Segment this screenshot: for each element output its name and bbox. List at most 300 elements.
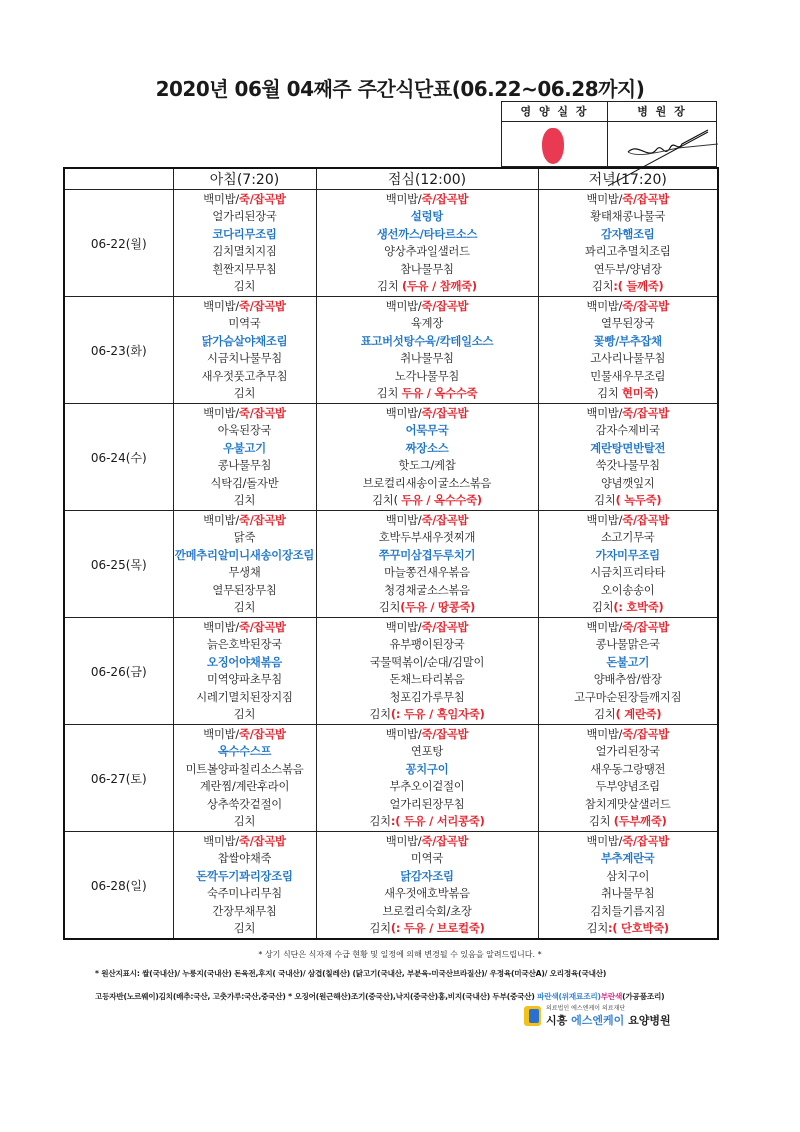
menu-item [317, 333, 538, 351]
lunch-cell [316, 511, 538, 618]
menu-item [174, 315, 316, 333]
logo-name-brand: 에스엔케이 [571, 1014, 625, 1027]
approval-header-director: 병 원 장 [608, 102, 716, 122]
menu-item [539, 226, 718, 244]
dish-text: 취나물무침 [400, 352, 454, 365]
porridge-option: 죽/잡곡밥 [238, 192, 286, 206]
dish-text: 연포탕 [410, 745, 444, 758]
dish-text: 상추쑥갓겉절이 [207, 797, 282, 811]
main-dish: 표고버섯탕수육/칵테일소스 [360, 334, 494, 348]
origin-blue-legend: 파란색(위재료조리) [537, 992, 601, 1001]
header-lunch: 점심(12:00) [316, 168, 538, 190]
menu-item [317, 868, 538, 886]
dish-text: 연두부/양념장 [593, 262, 662, 276]
menu-item [317, 243, 538, 261]
dish-text: 열무된장무침 [212, 583, 277, 597]
dish-text: 김치 [594, 708, 616, 721]
dish-text: 돈채느타리볶음 [389, 673, 465, 686]
day-row [64, 404, 718, 511]
porridge-option: (: 호박죽) [613, 601, 664, 614]
dinner-cell [538, 297, 718, 404]
porridge-option: 죽/잡곡밥 [421, 834, 469, 848]
dish-text: 무생채 [228, 566, 261, 579]
menu-item [539, 850, 718, 868]
menu-item [174, 529, 316, 547]
menu-item [539, 813, 718, 831]
dish-text: 꽈리고추멸치조림 [584, 245, 671, 258]
approval-signature-cell [608, 122, 716, 166]
porridge-option: 두유 / 옥수수죽) [401, 494, 482, 507]
porridge-option: 죽/잡곡밥 [238, 727, 286, 741]
menu-item [317, 457, 538, 475]
menu-item [539, 706, 718, 724]
menu-item [317, 529, 538, 547]
dish-text: 청포김가루무침 [389, 690, 465, 704]
porridge-option: (두유 / 땅콩죽) [400, 601, 476, 614]
menu-item [539, 582, 718, 600]
porridge-option: (두유 / 참깨죽) [401, 280, 477, 293]
dish-text: 두부양념조림 [595, 780, 660, 793]
menu-item [174, 599, 316, 617]
dish-text: 미트볼양파칠리소스볶음 [185, 762, 304, 776]
menu-item [317, 261, 538, 279]
menu-item [174, 405, 316, 423]
menu-item [539, 350, 718, 368]
main-dish: 닭가슴살야채조림 [201, 334, 288, 348]
dish-text: 백미밥/ [203, 513, 239, 527]
menu-item [317, 385, 538, 403]
dish-text: 백미밥/ [203, 406, 239, 420]
menu-item [539, 778, 718, 796]
main-dish: 꽁치구이 [405, 762, 449, 776]
table-header-row [64, 168, 718, 190]
main-dish: 돈불고기 [606, 655, 650, 669]
dish-text: 김치 [586, 922, 609, 935]
dish-text: 백미밥/ [203, 834, 239, 848]
menu-item [174, 920, 316, 938]
menu-item [317, 208, 538, 226]
breakfast-cell [173, 832, 316, 940]
change-notice: * 상기 식단은 식자재 수급 현황 및 일정에 의해 변경될 수 있음을 알려드립니다. * [258, 950, 542, 959]
dish-text: 백미밥/ [586, 192, 623, 206]
main-dish: 계란탕면반탈전 [590, 441, 666, 455]
header-breakfast: 아침(7:20) [173, 168, 316, 190]
origin-pink-legend: 부란색 [600, 992, 623, 1001]
dish-text: 새우젓애호박볶음 [384, 887, 470, 900]
breakfast-cell [173, 618, 316, 725]
dish-text: 김치 [233, 922, 256, 935]
dish-text: 백미밥/ [385, 192, 422, 206]
porridge-option: 죽/잡곡밥 [421, 620, 469, 634]
porridge-option: 두유 / 옥수수죽 [401, 387, 478, 400]
menu-item [317, 298, 538, 316]
menu-item [317, 850, 538, 868]
lunch-cell [316, 190, 538, 297]
menu-item [317, 636, 538, 654]
main-dish: 쭈꾸미삼겹두루치기 [378, 548, 476, 562]
dish-text: 양상추과일샐러드 [384, 245, 470, 258]
menu-item [174, 903, 316, 921]
menu-item [317, 726, 538, 744]
porridge-option: 죽/잡곡밥 [622, 834, 670, 848]
dish-text: 김치멸치지짐 [212, 245, 277, 258]
origin-label-line-1: * 원산지표시: 쌀(국내산)/ 누룽지(국내산) 돈육전,후지( 국내산)/ 삼겹(칠레산) (닭고기(국내산, 부분육-미국산브라질산)/ 우정육(미국산A)/ 오리정육(국내산) [95, 969, 607, 978]
dish-text: 김치 [376, 387, 402, 400]
dish-text: 김치들기름지짐 [590, 904, 666, 918]
menu-item [174, 457, 316, 475]
porridge-option: :( 단호박죽) [608, 922, 669, 935]
dish-text: 흰짠지무무침 [212, 262, 277, 276]
dish-text: 감자수제비국 [595, 424, 660, 437]
menu-item [174, 333, 316, 351]
menu-item [174, 813, 316, 831]
porridge-option: 죽/잡곡밥 [421, 299, 469, 313]
menu-item [317, 547, 538, 565]
menu-item [317, 761, 538, 779]
origin-end-text: (가공품조리) [622, 992, 665, 1001]
menu-item [317, 796, 538, 814]
day-date: 06-24(수) [64, 404, 173, 511]
menu-item [317, 743, 538, 761]
main-dish: 옥수수스프 [217, 745, 272, 758]
header-date [64, 168, 173, 190]
origin-text: 고등자반(노르웨이)김치(배추:국산, 고춧가루:국산,중국산) * 오징어(원근해산)조기(중국산),낙지(중국산)홍,비지(국내산) 두부(중국산) [95, 992, 538, 1001]
porridge-option: 죽/잡곡밥 [421, 406, 469, 420]
menu-item [174, 475, 316, 493]
dinner-cell [538, 725, 718, 832]
menu-item [174, 243, 316, 261]
dish-text: 콩나물무침 [217, 459, 272, 472]
menu-item [539, 512, 718, 530]
dish-text: 닭죽 [233, 531, 256, 544]
menu-item [539, 368, 718, 386]
menu-item [539, 903, 718, 921]
menu-item [539, 743, 718, 761]
menu-item [539, 440, 718, 458]
approval-stamp-cell [502, 122, 608, 166]
weekly-menu-table [63, 167, 719, 940]
dish-text: 김치 [233, 494, 256, 507]
dish-text: 백미밥/ [586, 620, 623, 634]
logo-foundation-name: 의료법인 에스엔케이 의료재단 [546, 1005, 626, 1012]
day-date: 06-22(월) [64, 190, 173, 297]
porridge-option: 죽/잡곡밥 [622, 727, 670, 741]
hospital-logo-icon [524, 1006, 541, 1026]
menu-item [317, 833, 538, 851]
menu-item [539, 208, 718, 226]
dish-text: 김치 [233, 601, 256, 614]
menu-item [174, 689, 316, 707]
menu-item [317, 689, 538, 707]
dish-text: 핫도그/케찹 [398, 459, 456, 472]
menu-item [317, 492, 538, 510]
dish-text: 김치 [233, 815, 256, 828]
dish-text: 김치 [594, 494, 616, 507]
menu-item [174, 278, 316, 296]
menu-item [539, 868, 718, 886]
dish-text: 김치 [233, 387, 256, 400]
dish-text: 백미밥/ [586, 834, 623, 848]
menu-item [539, 654, 718, 672]
main-dish: 설렁탕 [410, 210, 444, 223]
menu-item [539, 457, 718, 475]
menu-item [317, 885, 538, 903]
dish-text: 국물떡볶이/순대/김말이 [369, 655, 485, 669]
dish-text: 찹쌀야채죽 [217, 852, 272, 865]
menu-item [539, 243, 718, 261]
main-dish: 짜장소스 [405, 441, 449, 455]
menu-item [174, 298, 316, 316]
dish-text: 부추오이겉절이 [389, 780, 465, 793]
dish-text: 콩나물맑은국 [595, 638, 660, 651]
dish-text: 백미밥/ [385, 299, 422, 313]
dish-text: 시레기멸치된장지짐 [196, 690, 293, 704]
dish-text: 김치 [233, 280, 256, 293]
porridge-option: 죽/잡곡밥 [421, 727, 469, 741]
dish-text: 김치 [588, 815, 614, 828]
porridge-option: 죽/잡곡밥 [622, 299, 670, 313]
dish-text: 계란찜/계란후라이 [199, 780, 290, 793]
dish-text: 김치 [233, 708, 256, 721]
menu-item [174, 440, 316, 458]
logo-name-part: 시흥 [546, 1014, 572, 1027]
hospital-logo [524, 1003, 684, 1029]
page-title: 2020년 06월 04째주 주간식단표(06.22~06.28까지) [155, 77, 645, 101]
porridge-option: :( 들깨죽) [613, 280, 664, 293]
main-dish: 생선까스/타타르소스 [376, 227, 478, 241]
dish-text: 열무된장국 [600, 317, 655, 330]
day-date: 06-23(화) [64, 297, 173, 404]
menu-item [539, 405, 718, 423]
porridge-option: 죽/잡곡밥 [622, 192, 670, 206]
dish-text: 미역국 [410, 852, 444, 865]
dish-text: 백미밥/ [385, 620, 422, 634]
menu-item [317, 405, 538, 423]
menu-item [174, 619, 316, 637]
dish-text: 백미밥/ [203, 192, 239, 206]
menu-item [539, 385, 718, 403]
main-dish: 어묵무국 [405, 424, 449, 437]
menu-item [174, 743, 316, 761]
porridge-option: 죽/잡곡밥 [622, 620, 670, 634]
porridge-option: 죽/잡곡밥 [238, 620, 286, 634]
porridge-option: 죽/잡곡밥 [622, 406, 670, 420]
dish-text: 백미밥/ [586, 299, 623, 313]
menu-item [539, 833, 718, 851]
dinner-cell [538, 511, 718, 618]
dish-text: 김치 [591, 601, 614, 614]
main-dish: 꽃빵/부추잡채 [593, 334, 662, 348]
lunch-cell [316, 618, 538, 725]
menu-item [317, 654, 538, 672]
porridge-option: 죽/잡곡밥 [238, 834, 286, 848]
porridge-option: (: 두유 / 브로컬죽) [390, 922, 485, 935]
day-date: 06-25(목) [64, 511, 173, 618]
porridge-option: :( 두유 / 서리콩죽) [390, 815, 485, 828]
menu-item [539, 619, 718, 637]
porridge-option: 죽/잡곡밥 [421, 192, 469, 206]
dish-text: 늙은호박된장국 [207, 638, 282, 651]
dish-text: 시금치프리타타 [590, 566, 666, 579]
day-row [64, 725, 718, 832]
menu-item [539, 422, 718, 440]
dish-text: 새우젓풋고추무침 [201, 369, 288, 383]
dish-text: 양념깻잎지 [600, 476, 655, 490]
menu-item [317, 315, 538, 333]
menu-item [174, 564, 316, 582]
menu-item [317, 440, 538, 458]
breakfast-cell [173, 190, 316, 297]
menu-item [317, 191, 538, 209]
dish-text: 쑥갓나물무침 [595, 459, 660, 472]
menu-item [317, 564, 538, 582]
dish-text: 마늘쫑건새우볶음 [384, 566, 470, 579]
breakfast-cell [173, 725, 316, 832]
menu-item [174, 726, 316, 744]
menu-item [174, 671, 316, 689]
day-row [64, 618, 718, 725]
dinner-cell [538, 190, 718, 297]
menu-item [174, 368, 316, 386]
menu-item [317, 475, 538, 493]
menu-item [174, 850, 316, 868]
menu-item [317, 368, 538, 386]
menu-item [174, 385, 316, 403]
menu-item [317, 599, 538, 617]
main-dish: 가자미무조림 [595, 548, 660, 562]
dish-text: 간장무채무침 [212, 904, 277, 918]
lunch-cell [316, 404, 538, 511]
porridge-option: 현미죽 [621, 387, 655, 400]
menu-item [174, 636, 316, 654]
menu-item [539, 298, 718, 316]
dish-text: 숙주미나리무침 [207, 887, 282, 900]
menu-item [317, 778, 538, 796]
menu-item [174, 654, 316, 672]
lunch-cell [316, 832, 538, 940]
porridge-option: 죽/잡곡밥 [238, 513, 286, 527]
menu-item [539, 315, 718, 333]
dinner-cell [538, 404, 718, 511]
menu-item [317, 350, 538, 368]
menu-item [317, 813, 538, 831]
porridge-option: (: 두유 / 흑임자죽) [390, 708, 485, 721]
menu-item [539, 278, 718, 296]
porridge-option: 죽/잡곡밥 [238, 406, 286, 420]
day-row [64, 190, 718, 297]
menu-item [174, 512, 316, 530]
porridge-option: ( 계란죽) [615, 708, 662, 721]
breakfast-cell [173, 404, 316, 511]
dish-text: 백미밥/ [586, 727, 623, 741]
menu-item [539, 636, 718, 654]
menu-item [539, 726, 718, 744]
dish-text: 시금치나물무침 [207, 352, 282, 365]
main-dish: 오징어야채볶음 [207, 655, 282, 669]
main-dish: 깐메추리알미니새송이장조림 [174, 548, 315, 562]
dish-text: 유부팽이된장국 [389, 638, 465, 651]
dish-text: 브로컬리숙회/초장 [382, 904, 472, 918]
menu-item [539, 261, 718, 279]
dish-text: 미역국 [228, 317, 261, 330]
menu-item [539, 671, 718, 689]
main-dish: 코다리무조림 [212, 227, 277, 241]
dish-text: 백미밥/ [385, 513, 422, 527]
menu-item [317, 671, 538, 689]
day-date: 06-28(일) [64, 832, 173, 940]
dish-text: 김치 [378, 601, 401, 614]
menu-item [174, 261, 316, 279]
dish-text: 얼가리된장국 [595, 745, 660, 758]
dish-text: 김치( [372, 494, 402, 507]
approval-header-nutrition: 영 양 실 장 [502, 102, 608, 122]
dish-text: 청경채굴소스볶음 [384, 583, 470, 597]
porridge-option: 죽/잡곡밥 [421, 513, 469, 527]
dish-text: 민물새우무조림 [590, 369, 666, 383]
menu-item [174, 350, 316, 368]
dish-text: 김치 [369, 708, 391, 721]
main-dish: 감자햄조림 [600, 227, 655, 241]
menu-item [539, 492, 718, 510]
menu-item [174, 868, 316, 886]
main-dish: 닭감자조림 [400, 869, 454, 883]
header-dinner: 저녁(17:20) [538, 168, 718, 190]
dish-text: 얼가리된장국 [212, 210, 277, 223]
dish-text: 식탁김/돌자반 [210, 476, 279, 490]
dish-text: 아욱된장국 [217, 424, 272, 437]
menu-item [317, 422, 538, 440]
dinner-cell [538, 618, 718, 725]
dish-text: 노각나물무침 [394, 369, 460, 383]
dish-text: 삼치구이 [606, 869, 650, 883]
breakfast-cell [173, 297, 316, 404]
porridge-option: ( 녹두죽) [615, 494, 662, 507]
menu-body [64, 190, 718, 940]
origin-label-line-2 [95, 991, 664, 1002]
dish-text: 소고기무국 [600, 531, 655, 544]
dish-text: 고구마순된장들깨지짐 [574, 690, 682, 704]
dish-text: 미역양파초무침 [207, 673, 282, 686]
menu-item [317, 278, 538, 296]
dish-text: 백미밥/ [203, 727, 239, 741]
dish-text: 백미밥/ [586, 406, 623, 420]
breakfast-cell [173, 511, 316, 618]
dish-text: 김치 [597, 387, 622, 400]
dish-text: 양배추쌈/쌈장 [593, 673, 662, 686]
dish-text: 백미밥/ [385, 834, 422, 848]
main-dish: 부추계란국 [600, 852, 655, 865]
menu-item [539, 333, 718, 351]
menu-item [174, 226, 316, 244]
menu-item [174, 778, 316, 796]
dish-text: 취나물무침 [600, 887, 655, 900]
menu-item [174, 547, 316, 565]
dish-text: 백미밥/ [586, 513, 623, 527]
menu-item [539, 761, 718, 779]
red-seal-stamp [542, 128, 564, 164]
menu-item [317, 619, 538, 637]
menu-item [174, 796, 316, 814]
menu-item [539, 689, 718, 707]
dish-text: 김치 [369, 815, 391, 828]
porridge-option: 죽/잡곡밥 [238, 299, 286, 313]
day-row [64, 832, 718, 940]
day-date: 06-27(토) [64, 725, 173, 832]
menu-item [174, 833, 316, 851]
menu-item [539, 564, 718, 582]
dish-text: 백미밥/ [385, 406, 422, 420]
logo-hospital-name [546, 1012, 671, 1028]
